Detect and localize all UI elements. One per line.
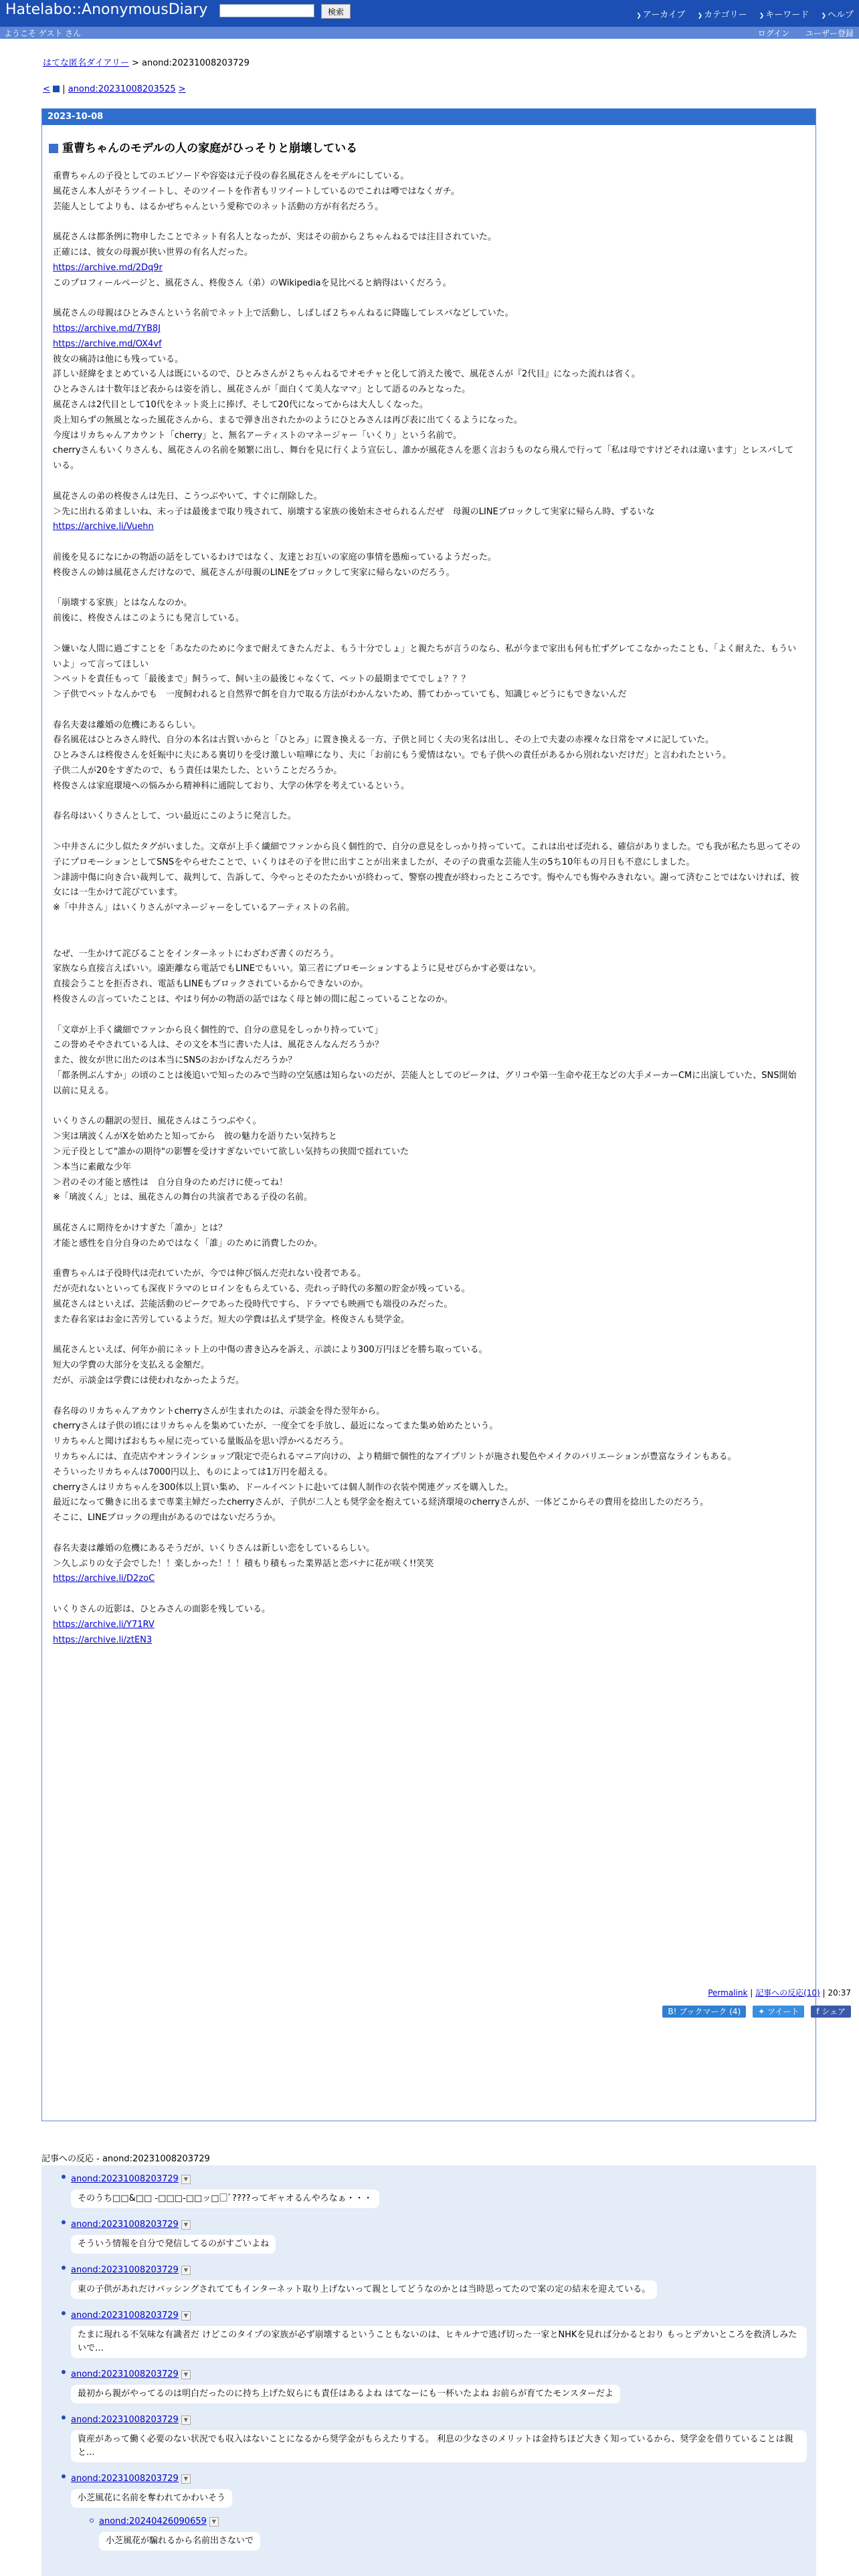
bullet-icon (62, 2266, 66, 2270)
entry-time: | 20:37 (820, 1988, 851, 1998)
body-paragraph: 柊俊さんの言っていたことは、やはり何かの物語の話ではなく母と姉の間に起こっていることなのか。 (53, 994, 453, 1005)
reaction-header (71, 2263, 807, 2278)
body-paragraph: この誉めそやされている人は、その文を本当に書いた人は、風花さんなんだろうか？ (53, 1040, 384, 1051)
reaction-item (71, 2472, 807, 2551)
home-square-icon[interactable] (53, 86, 60, 92)
body-paragraph: ＞実は璃波くんがXを始めたと知ってから 彼の魅力を語りたい気持ちと (53, 1132, 337, 1142)
body-paragraph: 「都条例ぶんすか」の頃のことは後追いで知ったのみで当時の空気感は知らないのだが、芸能人としてのピークは、グリコや第一生命や花王などの大手メーカーCMに出演していた、SNS開始以前に見える。 (53, 1071, 797, 1096)
chevron-right-icon: ❯ (697, 13, 703, 19)
reaction-text: そういう情報を自分で発信してるのがすごいよね (71, 2235, 276, 2254)
breadcrumb-current: anond:20231008203729 (142, 58, 250, 68)
body-blank-line (53, 794, 802, 810)
entry-title-text: 重曹ちゃんのモデルの人の家庭がひっそりと崩壊している (62, 142, 358, 155)
body-paragraph: 芸能人としてよりも、はるかぜちゃんという愛称でのネット活動の方が有名だろう。 (53, 201, 384, 212)
body-blank-line (53, 581, 802, 597)
reactions-link[interactable]: 記事への反応(10) (755, 1988, 820, 1998)
reaction-link[interactable]: anond:20240426090659 (99, 2516, 207, 2527)
share-label: シェア (822, 2007, 846, 2016)
body-paragraph: ＞ペットを責任もって「最後まで」飼うって、飼い主の最後じゃなくて、ペットの最期までてでしょ？？？ (53, 674, 470, 685)
body-paragraph: 彼女の痛詩は他にも残っている。 (53, 354, 184, 364)
body-link-line (53, 1572, 802, 1587)
reaction-header (71, 2472, 807, 2486)
site-logo[interactable]: Hatelabo::AnonymousDiary (5, 1, 208, 18)
archive-link[interactable]: https://archive.li/Vuehn (53, 522, 154, 532)
reaction-item (71, 2218, 807, 2254)
next-entry-link[interactable]: anond:20231008203525 (68, 84, 176, 94)
reaction-text: 最初から親がやってるのは明白だったのに持ち上げた奴らにも責任はあるよね はてなーにも一杯いたよね お前らが育てたモンスターだよ (71, 2385, 620, 2403)
body-paragraph: 春名夫妻は離婚の危機にあるらしい。 (53, 720, 201, 730)
nav-help-label: ヘルプ (827, 10, 854, 20)
body-paragraph: 風花さん本人がそうツイートし、そのツイートを作者もリツイートしているのでこれは噂ではなくガチ。 (53, 186, 460, 197)
bullet-icon (62, 2311, 66, 2315)
body-blank-line (53, 703, 802, 718)
body-paragraph: 風花さんに期待をかけすぎた「誰か」とは？ (53, 1222, 227, 1233)
body-paragraph: だが、示談金は学費には使われなかったようだ。 (53, 1375, 245, 1386)
reaction-text: 小芝風花が騙れるから名前出さないで (99, 2532, 260, 2551)
body-paragraph: ＞中井さんに少し似たタグがいました。文章が上手く繊細でファンから良く個性的で、自分の意見をしっかり持っていて。これは出せば売れる、確信がありました。でも我が私たち思ってその子にプロモーションとしてSNSをやらせたことで、いくりはその子を世に出すことが出来ましたが、その子の貴重な芸能人生の5ち10年もの月日も不意にしました。 (53, 842, 801, 867)
body-blank-line (53, 1206, 802, 1221)
share-bar (658, 2006, 851, 2018)
expand-toggle-icon[interactable]: ▼ (181, 2370, 191, 2379)
breadcrumb-root-link[interactable]: はてな匿名ダイアリー (43, 58, 129, 68)
body-blank-line (53, 932, 802, 947)
expand-toggle-icon[interactable]: ▼ (181, 2266, 191, 2275)
body-link-line (53, 322, 802, 337)
body-paragraph: ひとみさんは柊俊さんを妊娠中に夫にある裏切りを受け激しい喧嘩になり、夫に「お前にもう愛情はない。でも子供への責任があるから別れないだけだ」と言われたという。 (53, 750, 732, 761)
expand-toggle-icon[interactable]: ▼ (181, 2175, 191, 2184)
footer-separator: | (747, 1988, 756, 1998)
nav-keyword[interactable] (759, 10, 809, 20)
reaction-link[interactable]: anond:20231008203729 (71, 2474, 179, 2484)
body-paragraph: 炎上知らずの無風となった風花さんから、まるで弾き出されたかのようにひとみさんは再び表に出てくるようになった。 (53, 415, 522, 425)
bird-icon: ✦ (758, 2007, 767, 2016)
bookmark-button[interactable]: B! ブックマーク (4) (662, 2006, 746, 2018)
body-paragraph: 重曹ちゃんは子役時代は売れていたが、今では伸び悩んだ売れない役者である。 (53, 1269, 367, 1279)
body-paragraph: ＞本当に素敵な少年 (53, 1162, 132, 1172)
body-blank-line (53, 1587, 802, 1602)
bullet-icon (62, 2175, 66, 2179)
body-paragraph: 最近になって働きに出るまで専業主婦だったcherryさんが、子供が二人とも奨学金を抱えている経済環境のcherryさんが、一体どこからその費用を捻出したのだろう。 (53, 1497, 709, 1508)
expand-toggle-icon[interactable]: ▼ (181, 2220, 191, 2230)
reaction-text: たまに現れる不気味な有識者だ けどこのタイプの家族が必ず崩壊するということもないのは、ヒキルナで逃げ切った一家とNHKを見れば分かるとおり もっとデカいところを救済しみたいで… (71, 2326, 807, 2358)
body-paragraph: 風花さんといえば、何年か前にネット上の中傷の書き込みを訴え、示談により300万円ほどを勝ち取っている。 (53, 1345, 488, 1356)
body-paragraph: ＞先に出れる弟ましいね、末っ子は最後まで取り残されて、崩壊する家族の後始末させられるんだぜ 母親のLINEブロックして実家に帰らん時、ずるいな (53, 506, 655, 517)
reaction-header (99, 2514, 807, 2529)
archive-link[interactable]: https://archive.md/7YB8J (53, 323, 161, 334)
entry-title[interactable] (49, 138, 357, 155)
body-paragraph: 「崩壊する家族」とはなんなのか。 (53, 598, 193, 609)
entry-footer (708, 1987, 851, 1998)
register-link[interactable]: ユーザー登録 (805, 29, 854, 38)
breadcrumb-separator: > (128, 58, 142, 68)
archive-link[interactable]: https://archive.md/2Dq9r (53, 262, 163, 273)
body-link-line (53, 520, 802, 535)
chevron-right-icon: ❯ (821, 13, 826, 19)
nav-keyword-label: キーワード (765, 10, 809, 20)
chevron-right-icon: ❯ (759, 13, 765, 19)
body-paragraph: そういったリカちゃんは7000円以上、ものによっては1万円を超える。 (53, 1467, 333, 1477)
search-input[interactable] (219, 4, 314, 17)
body-link-line (53, 261, 802, 276)
nav-category[interactable] (698, 10, 747, 20)
body-paragraph: ※「中井さん」はいくりさんがマネージャーをしているアーティストの名前。 (53, 903, 355, 914)
reaction-item (71, 2309, 807, 2358)
top-nav (627, 7, 854, 20)
body-paragraph: リカちゃんには、直売店やオンラインショップ限定で売られるマニア向けの、より精細で個性的なアイプリントが施され髪色やメイクのバリエーションが豊富なラインもある。 (53, 1451, 737, 1462)
reaction-item (71, 2263, 807, 2299)
body-paragraph: 短大の学費の大部分を支払える金額だ。 (53, 1360, 210, 1371)
entry-date: 2023-10-08 (42, 109, 816, 125)
reactions-list (71, 2172, 807, 2551)
permalink-link[interactable]: Permalink (708, 1988, 748, 1998)
reaction-item (71, 2413, 807, 2462)
body-paragraph: ※「璃波くん」とは、風花さんの舞台の共演者である子役の名前。 (53, 1192, 312, 1203)
body-paragraph: 詳しい経緯をまとめている人は既にいるので、ひとみさんが２ちゃんねるでオモチャと化して消えた後で、風花さんが『2代目』になった流れは省く。 (53, 369, 640, 380)
top-bar (0, 0, 859, 27)
body-paragraph: いくりさんの翻訳の翌日、風花さんはこうつぶやく。 (53, 1116, 262, 1127)
body-paragraph: 正確には、彼女の母親が狭い世界の有名人だった。 (53, 247, 254, 257)
user-bar (0, 27, 859, 39)
reaction-reply (99, 2514, 807, 2551)
body-paragraph: ＞子供でペットなんかでも 一度飼われると自然界で餌を自力で取る方法がわかんないため、勝てわかっていても、知識じゃどうにもできないんだ (53, 689, 627, 700)
body-paragraph: cherryさんは子供の頃にはリカちゃんを集めていたが、一度全てを手放し、最近になってまた集め始めたという。 (53, 1421, 498, 1432)
expand-toggle-icon[interactable]: ▼ (181, 2416, 191, 2425)
reaction-header (71, 2367, 807, 2382)
reaction-header (71, 2309, 807, 2323)
entry-day-box (41, 108, 816, 2121)
body-paragraph: ＞元子役として"誰かの期待"の影響を受けすぎないでいて欲しい気持ちの狭間で揺れていた (53, 1147, 409, 1157)
body-blank-line (53, 1252, 802, 1267)
bullet-icon (62, 2370, 66, 2374)
body-paragraph: 家族なら直接言えばいい。遠距離なら電話でもLINEでもいい。第三者にプロモーションするように見せびらかす必要はない。 (53, 964, 541, 974)
search-button[interactable]: 検索 (321, 4, 351, 19)
body-paragraph: 才能と感性を自分自身のためではなく「誰」のために消費したのか。 (53, 1238, 323, 1249)
next-entry-arrow[interactable]: > (178, 84, 186, 94)
reaction-text: そのうち□□&□□ -□□□-□□ッ□□ﾞ????ってギャオるんやろなぁ・・・ (71, 2189, 379, 2208)
reaction-text: 資産があって働く必要のない状況でも収入はないことになるから奨学金がもらえたりする。 利息の少なさのメリットは金持ちほど大きく知っているから、奨学金を借りていることは親と... (71, 2430, 807, 2462)
entry-body (53, 169, 802, 1648)
body-paragraph: そこに、LINEブロックの理由があるのではないだろうか。 (53, 1513, 281, 1523)
reaction-header (71, 2413, 807, 2428)
prev-entry-link[interactable]: < (43, 84, 50, 94)
body-paragraph: 風花さんの母親はひとみさんという名前でネット上で活動し、しばしば２ちゃんねるに降臨してレスバなどしていた。 (53, 308, 514, 319)
nav-archive-label: アーカイブ (642, 10, 686, 20)
body-link-line (53, 337, 802, 352)
reaction-link[interactable]: anond:20231008203729 (71, 2415, 179, 2425)
body-paragraph: 柊俊さんは家庭環境への悩みから精神科に通院しており、大学の休学を考えているという。 (53, 780, 410, 791)
facebook-share-button[interactable] (811, 2006, 851, 2018)
body-paragraph: いくりさんの近影は、ひとみさんの面影を残している。 (53, 1604, 271, 1614)
expand-toggle-icon[interactable]: ▼ (181, 2311, 191, 2321)
body-blank-line (53, 474, 802, 490)
body-paragraph: 前後に、柊俊さんはこのようにも発言している。 (53, 613, 245, 624)
body-paragraph: ＞君のその才能と感性は 自分自身のためだけに使ってね！ (53, 1177, 288, 1188)
nav-help[interactable] (821, 10, 854, 20)
nav-category-label: カテゴリー (704, 10, 747, 20)
breadcrumb (43, 56, 250, 68)
body-link-line (53, 1633, 802, 1648)
prev-next-nav: < | anond:20231008203525 > (43, 84, 186, 94)
welcome-text: ようこそ ゲスト さん (4, 29, 82, 38)
archive-link[interactable]: https://archive.li/Y71RV (53, 1619, 155, 1630)
facebook-icon: f (816, 2007, 822, 2016)
body-paragraph: だが売れないといっても深夜ドラマのヒロインをもらえている、売れっ子時代の多額の貯金が残っている。 (53, 1284, 470, 1295)
body-blank-line (53, 215, 802, 230)
body-paragraph: なぜ、一生かけて詫びることをインターネットにわざわざ書くのだろう。 (53, 948, 339, 959)
expand-toggle-icon[interactable]: ▼ (209, 2517, 219, 2527)
body-paragraph: 「文章が上手く繊細でファンから良く個性的で、自分の意見をしっかり持っていて」 (53, 1025, 383, 1035)
bullet-icon (90, 2518, 94, 2523)
body-paragraph: cherryさんはリカちゃんを300体以上買い集め、ドールイベントに赴いては個人制作の衣装や関連グッズを購入した。 (53, 1482, 514, 1493)
bullet-icon (62, 2220, 66, 2224)
reaction-header (71, 2218, 807, 2232)
body-paragraph: リカちゃんと聞けばおもちゃ屋に売っている量販品を思い浮かべるだろう。 (53, 1436, 349, 1447)
body-paragraph: 春名風花はひとみさん時代、自分の本名は古賀いからと「ひとみ」に置き換える一方、子供と同じく夫の実名は出し、その上で夫妻の赤裸々な日常をマメに記していた。 (53, 735, 714, 746)
body-paragraph: 風花さんは都条例に物申したことでネット有名人となったが、実はその前から２ちゃんねるでは注目されていた。 (53, 232, 496, 243)
reaction-link[interactable]: anond:20231008203729 (71, 2265, 179, 2275)
body-paragraph: また、彼女が世に出たのは本当にSNSのおかげなんだろうか？ (53, 1055, 297, 1066)
body-paragraph: 前後を見るになにかの物語の話をしているわけではなく、友達とお互いの家庭の事情を愚痴っているようだった。 (53, 552, 496, 562)
nav-archive[interactable] (636, 10, 685, 20)
body-blank-line (53, 627, 802, 642)
body-paragraph: また春名家はお金に苦労しているようだ。短大の学費は払えず奨学金。柊俊さんも奨学金。 (53, 1314, 410, 1325)
body-blank-line (53, 1008, 802, 1023)
body-blank-line (53, 1526, 802, 1541)
reaction-text: 東の子供があれだけバッシングされててもインターネット取り上げないって親としてどうなのかとは当時思ってたので案の定の結末を迎えている。 (71, 2280, 657, 2299)
user-links (745, 27, 854, 39)
body-paragraph: 風花さんは2代目として10代をネット炎上に捧げ、そして20代になってからは大人しくなった。 (53, 399, 428, 410)
body-paragraph: ＞誹謗中傷に向き合い裁判して、裁判して、告訴して、今やっとそのたたかいが終わって、警察の捜査が終わったところです。悔やんでも悔やみきれない。謝って済むことではないければ、彼女には一生かけて詫びています。 (53, 872, 799, 898)
bullet-icon (62, 2474, 66, 2478)
archive-link[interactable]: https://archive.md/OX4vf (53, 338, 162, 349)
body-blank-line (53, 916, 802, 932)
body-paragraph: 春名母はいくりさんとして、つい最近にこのように発言した。 (53, 811, 296, 822)
archive-link[interactable]: https://archive.li/ztEN3 (53, 1634, 153, 1645)
body-paragraph: ＞久しぶりの女子会でした！！楽しかった！！！積もり積もった業界話と恋バナに花が咲く!!笑笑 (53, 1558, 434, 1569)
reaction-link[interactable]: anond:20231008203729 (71, 2174, 179, 2184)
body-blank-line (53, 535, 802, 550)
expand-toggle-icon[interactable]: ▼ (181, 2474, 191, 2484)
body-paragraph: 重曹ちゃんの子役としてのエピソードや容姿は元子役の春名風花さんをモデルにしている。 (53, 171, 409, 181)
body-paragraph: このプロフィールページと、風花さん、柊俊さん（弟）のWikipediaを見比べると納得はいくだろう。 (53, 278, 452, 288)
archive-link[interactable]: https://archive.li/D2zoC (53, 1574, 155, 1584)
reaction-text: 小芝風花に名前を奪われてかわいそう (71, 2489, 232, 2508)
tweet-button[interactable] (753, 2006, 804, 2018)
reaction-header (71, 2172, 807, 2187)
body-paragraph: ひとみさんは十数年ほど表からは姿を消し、風花さんが「面白くて美人なママ」として語るのみとなった。 (53, 385, 471, 395)
login-link[interactable]: ログイン (757, 29, 790, 38)
body-blank-line (53, 291, 802, 306)
body-paragraph: 春名夫妻は離婚の危機にあるそうだが、いくりさんは新しい恋をしているらしい。 (53, 1543, 375, 1553)
body-paragraph: 春名母のリカちゃんアカウントcherryさんが生まれたのは、示談金を得た翌年から。 (53, 1406, 385, 1416)
reaction-item (71, 2172, 807, 2208)
body-paragraph: 柊俊さんの姉は風花さんだけなので、風花さんが母親のLINEをブロックして実家に帰らないのだろう。 (53, 567, 455, 578)
reaction-link[interactable]: anond:20231008203729 (71, 2220, 179, 2230)
body-paragraph: ＞嫌いな人間に過ごすことを「あなたのために今まで耐えてきたんだよ、もう十分でしょ」と親たちが言うのなら、私が今まで家出も何も忙ずグレてこなかったことも、「よく耐えた、もういいよ」って言ってほしい (53, 643, 797, 669)
reactions-title: 記事への反応 - anond:20231008203729 (41, 2154, 210, 2164)
body-paragraph: cherryさんもいくりさんも、風花さんの名前を頻繁に出し、舞台を見に行くよう宣伝し、誰かが風花さんを悪く言おうものなら飛んで行って「私は母ですけどそれは違います」とレスバしている。 (53, 445, 794, 471)
reaction-item (71, 2367, 807, 2403)
body-paragraph: 風花さんはといえば、芸能活動のピークであった役時代ですら、ドラマでも映画でも端役のみだった。 (53, 1299, 453, 1309)
body-blank-line (53, 1389, 802, 1404)
reaction-link[interactable]: anond:20231008203729 (71, 2369, 179, 2379)
body-paragraph: 直接会うことを拒否され、電話もLINEもブロックされているからできないのか。 (53, 979, 369, 990)
bullet-icon (62, 2416, 66, 2420)
body-blank-line (53, 825, 802, 840)
body-paragraph: 今度はリカちゃんアカウント「cherry」と、無名アーティストのマネージャー「いくり」という名前で。 (53, 430, 462, 441)
body-blank-line (53, 1099, 802, 1115)
reactions-panel (41, 2165, 816, 2576)
body-link-line (53, 1618, 802, 1633)
body-paragraph: 風花さんの弟の柊俊さんは先日、こうつぶやいて、すぐに削除した。 (53, 491, 322, 502)
reaction-link[interactable]: anond:20231008203729 (71, 2311, 179, 2321)
tweet-label: ツイート (767, 2007, 799, 2016)
title-square-icon (49, 144, 58, 153)
chevron-right-icon: ❯ (636, 13, 642, 19)
body-paragraph: 子供二人が20をすぎたので、もう責任は果たした、ということだろうか。 (53, 766, 343, 776)
body-blank-line (53, 1328, 802, 1344)
